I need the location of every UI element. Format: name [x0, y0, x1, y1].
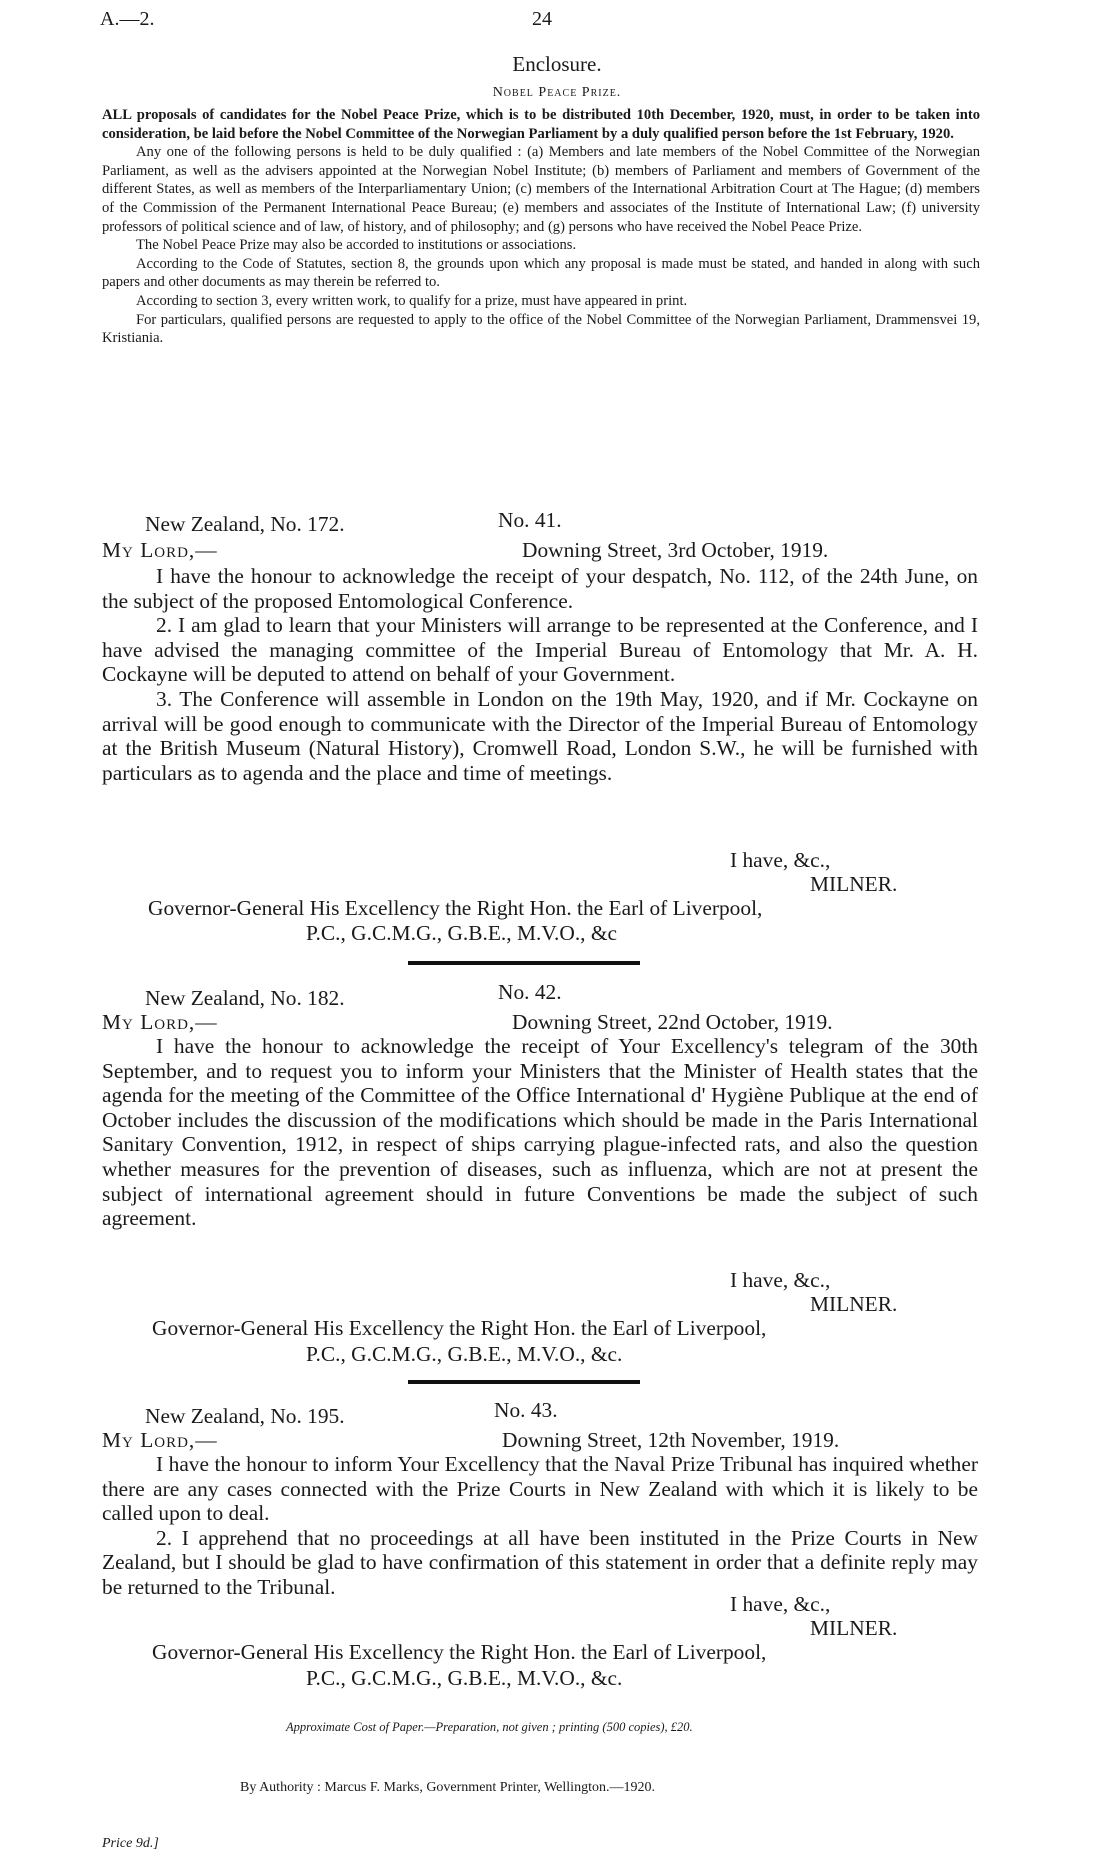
price-note: Price 9d.]	[102, 1836, 159, 1851]
signature: MILNER.	[810, 872, 898, 896]
letter-number: No. 43.	[494, 1398, 558, 1422]
document-reference: A.—2.	[100, 8, 155, 30]
enclosure-subtitle: Nobel Peace Prize.	[492, 85, 622, 100]
enclosure-paragraph: The Nobel Peace Prize may also be accorded to institutions or associations.	[136, 237, 577, 254]
letter-ref: New Zealand, No. 172.	[145, 512, 345, 536]
letter-body	[102, 1452, 978, 1600]
salutation: My Lord,—	[102, 538, 218, 562]
letter-number: No. 41.	[498, 508, 562, 532]
salutation: My Lord,—	[102, 1428, 218, 1452]
closing: I have, &c.,	[730, 1268, 831, 1292]
enclosure-paragraph: For particulars, qualified persons are requested to apply to the office of the Nobel Committee of the Norwegian Parliament, Drammensvei 19, Kristiania.	[102, 311, 980, 347]
enclosure-paragraph: Any one of the following persons is held to be duly qualified : (a) Members and late members of the Nobel Committee of the Norwegian Parliament, as well as the advisers appointed at the Norwegian Nobel Institute; (b) members of Parliament and members of Government of the different States, as well as members of the Interparliamentary Union; (c) members of the International Arbitration Court at The Hague; (d) members of the Commission of the Permanent International Peace Bureau; (e) members and associates of the Institute of International Law; (f) university professors of political science and of law, of history, and of philosophy; and (g) persons who have received the Nobel Peace Prize.	[102, 144, 980, 235]
signature: MILNER.	[810, 1292, 898, 1316]
signature: MILNER.	[810, 1616, 898, 1640]
letter-paragraph: 2. I am glad to learn that your Ministers will arrange to be represented at the Conference, and I have advised the managing committee of the Imperial Bureau of Entomology that Mr. A. H. Cockayne will be deputed to attend on behalf of your Government.	[102, 613, 978, 687]
enclosure-paragraph: According to section 3, every written work, to qualify for a prize, must have appeared in print.	[136, 292, 688, 309]
section-divider	[408, 961, 640, 965]
dateline: Downing Street, 22nd October, 1919.	[512, 1010, 833, 1034]
dateline: Downing Street, 12th November, 1919.	[502, 1428, 840, 1452]
enclosure-body	[102, 106, 980, 348]
enclosure-paragraph: ALL proposals of candidates for the Nobel Peace Prize, which is to be distributed 10th December, 1920, must, in order to be taken into consideration, be laid before the Nobel Committee of the Norwegian Parliament by a duly qualified person before the 1st February, 1920.	[102, 107, 980, 142]
closing: I have, &c.,	[730, 848, 831, 872]
section-divider	[408, 1380, 640, 1384]
addressee-line1: Governor-General His Excellency the Right Hon. the Earl of Liverpool,	[148, 896, 763, 920]
letter-number: No. 42.	[498, 980, 562, 1004]
addressee-line2: P.C., G.C.M.G., G.B.E., M.V.O., &c.	[306, 1342, 623, 1366]
letter-body	[102, 1034, 978, 1231]
letter-paragraph: 2. I apprehend that no proceedings at all have been instituted in the Prize Courts in New Zealand, but I should be glad to have confirmation of this statement in order that a definite reply may be returned to the Tribunal.	[102, 1525, 978, 1599]
closing: I have, &c.,	[730, 1592, 831, 1616]
cost-note: Approximate Cost of Paper.—Preparation, not given ; printing (500 copies), £20.	[286, 1720, 693, 1734]
enclosure-paragraph: According to the Code of Statutes, section 8, the grounds upon which any proposal is made must be stated, and handed in along with such papers and other documents as may therein be referred to.	[102, 255, 980, 291]
enclosure-title: Enclosure.	[512, 52, 602, 76]
printer-authority: By Authority : Marcus F. Marks, Government Printer, Wellington.—1920.	[240, 1780, 655, 1795]
addressee-line1: Governor-General His Excellency the Right Hon. the Earl of Liverpool,	[152, 1316, 767, 1340]
letter-paragraph: I have the honour to acknowledge the receipt of your despatch, No. 112, of the 24th June, on the subject of the proposed Entomological Conference.	[102, 564, 978, 613]
letter-paragraph: 3. The Conference will assemble in London on the 19th May, 1920, and if Mr. Cockayne on arrival will be good enough to communicate with the Director of the Imperial Bureau of Entomology at the British Museum (Natural History), Cromwell Road, London S.W., he will be furnished with particulars as to agenda and the place and time of meetings.	[102, 686, 978, 785]
salutation: My Lord,—	[102, 1010, 218, 1034]
letter-ref: New Zealand, No. 195.	[145, 1404, 345, 1428]
letter-paragraph: I have the honour to inform Your Excellency that the Naval Prize Tribunal has inquired whether there are any cases connected with the Prize Courts in New Zealand with which it is likely to be called upon to deal.	[102, 1452, 978, 1526]
letter-body	[102, 564, 978, 785]
addressee-line2: P.C., G.C.M.G., G.B.E., M.V.O., &c.	[306, 1666, 623, 1690]
addressee-line2: P.C., G.C.M.G., G.B.E., M.V.O., &c	[306, 921, 617, 945]
addressee-line1: Governor-General His Excellency the Right Hon. the Earl of Liverpool,	[152, 1640, 767, 1664]
dateline: Downing Street, 3rd October, 1919.	[522, 538, 829, 562]
page-number: 24	[532, 8, 552, 30]
letter-paragraph: I have the honour to acknowledge the receipt of Your Excellency's telegram of the 30th September, and to request you to inform your Ministers that the Minister of Health states that the agenda for the meeting of the Committee of the Office International d' Hygiène Publique at the end of October includes the discussion of the modifications which should be made in the Paris International Sanitary Convention, 1912, in respect of ships carrying plague-infected rats, and also the question whether measures for the prevention of diseases, such as influenza, which are not at present the subject of international agreement should in future Conventions be made the subject of such agreement.	[102, 1034, 978, 1231]
letter-ref: New Zealand, No. 182.	[145, 986, 345, 1010]
